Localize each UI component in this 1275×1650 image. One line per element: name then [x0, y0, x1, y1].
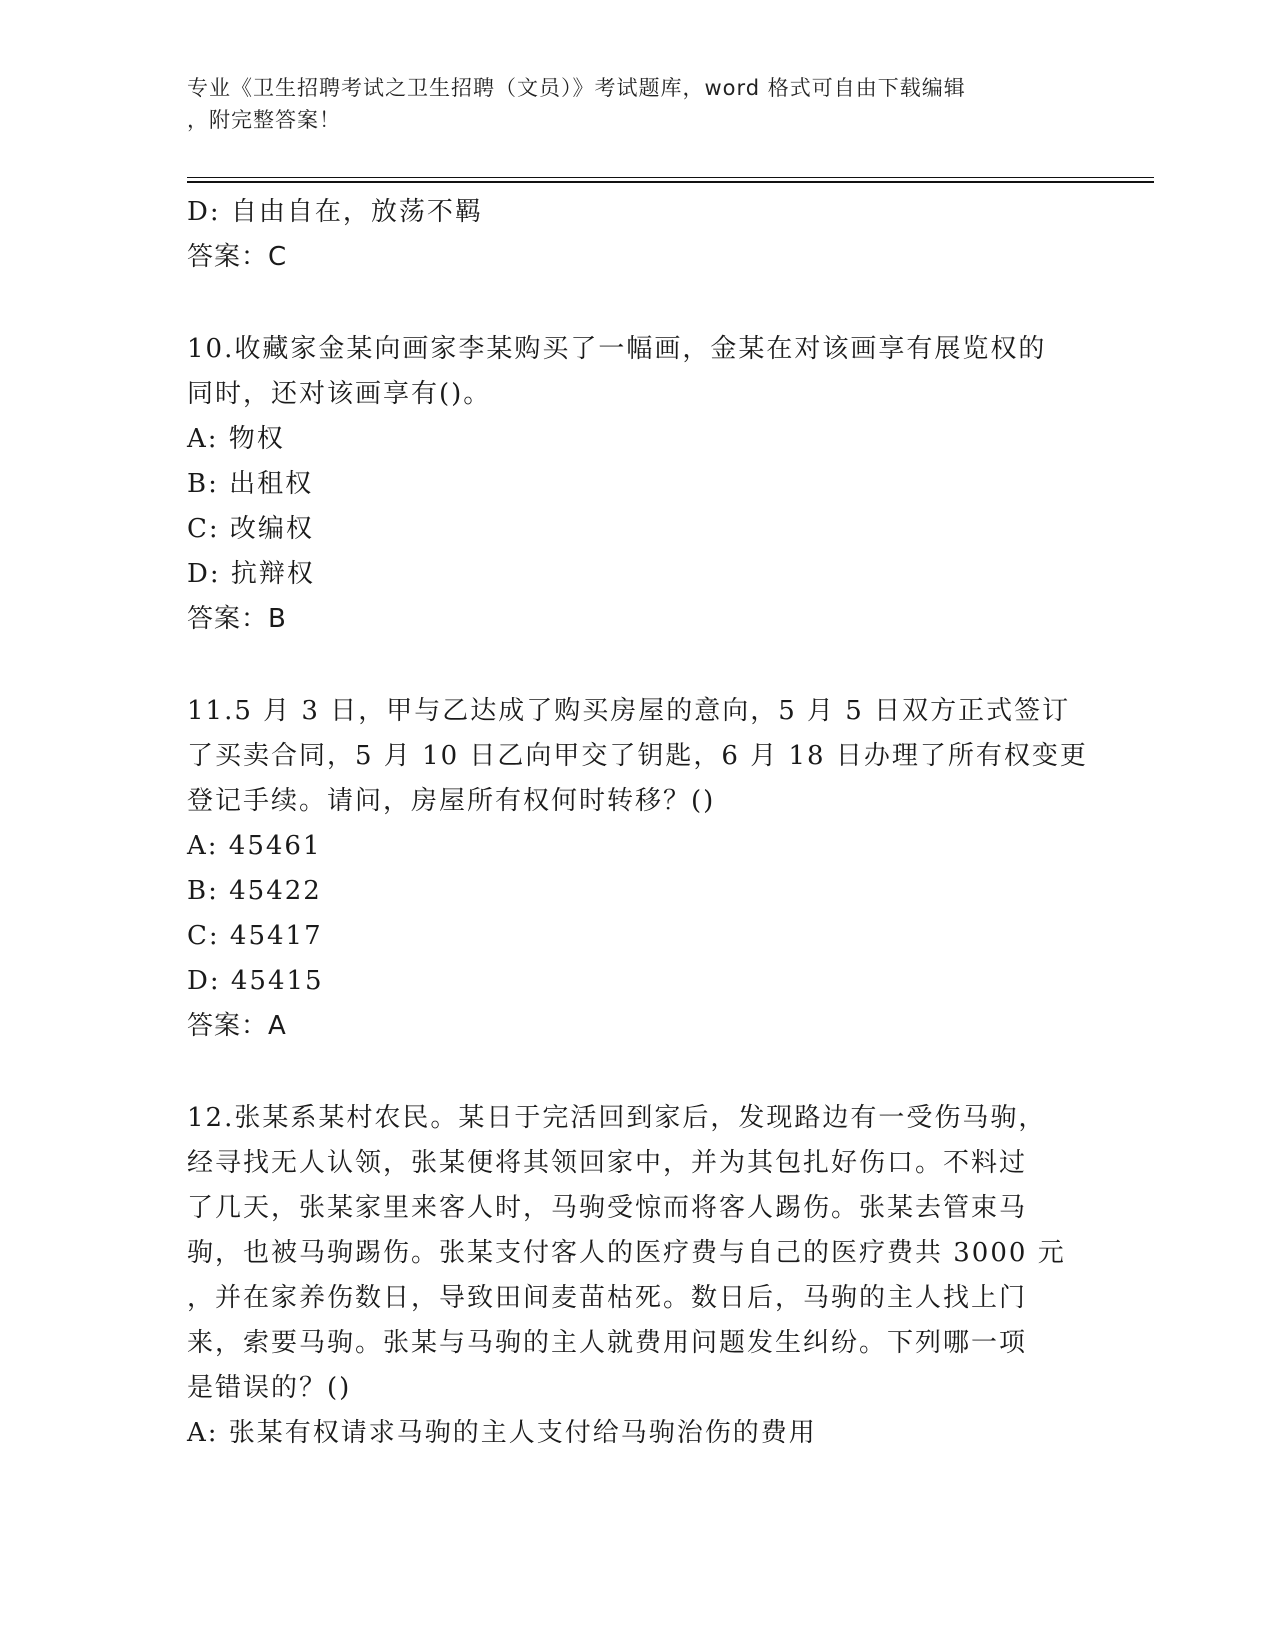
question-10 — [187, 327, 1087, 642]
header-rule-thick — [187, 181, 1154, 183]
question-stem-line: 11.5 月 3 日，甲与乙达成了购买房屋的意向，5 月 5 日双方正式签订 — [187, 696, 1071, 726]
option-d: D: 自由自在，放荡不羁 — [187, 197, 483, 227]
question-stem-line: 同时，还对该画享有()。 — [187, 379, 492, 409]
question-stem-line: 10.收藏家金某向画家李某购买了一幅画，金某在对该画享有展览权的 — [187, 334, 1047, 364]
question-stem-line: 来，索要马驹。张某与马驹的主人就费用问题发生纠纷。下列哪一项 — [187, 1328, 1028, 1358]
option-d: D: 45415 — [187, 966, 324, 996]
question-stem-line: 登记手续。请问，房屋所有权何时转移？() — [187, 786, 716, 816]
previous-question-tail — [187, 190, 1087, 280]
option-a: A: 物权 — [187, 424, 285, 454]
question-stem-line: 12.张某系某村农民。某日于完活回到家后，发现路边有一受伤马驹， — [187, 1103, 1047, 1133]
question-stem-line: 驹，也被马驹踢伤。张某支付客人的医疗费与自己的医疗费共 3000 元 — [187, 1238, 1066, 1268]
answer-line: 答案：B — [187, 604, 287, 634]
question-stem-line: 是错误的？() — [187, 1373, 352, 1403]
question-12 — [187, 1096, 1087, 1456]
option-b: B: 45422 — [187, 876, 322, 906]
option-a: A: 张某有权请求马驹的主人支付给马驹治伤的费用 — [187, 1418, 817, 1448]
question-11 — [187, 689, 1087, 1049]
option-a: A: 45461 — [187, 831, 322, 861]
page-header — [187, 72, 1067, 136]
option-b: B: 出租权 — [187, 469, 314, 499]
question-content — [187, 190, 1087, 1456]
option-d: D: 抗辩权 — [187, 559, 315, 589]
question-stem-line: 经寻找无人认领，张某便将其领回家中，并为其包扎好伤口。不料过 — [187, 1148, 1028, 1178]
header-line-2: ，附完整答案！ — [187, 108, 341, 132]
question-stem-line: ，并在家养伤数日，导致田间麦苗枯死。数日后，马驹的主人找上门 — [187, 1283, 1028, 1313]
question-stem-line: 了买卖合同，5 月 10 日乙向甲交了钥匙，6 月 18 日办理了所有权变更 — [187, 741, 1088, 771]
option-c: C: 改编权 — [187, 514, 314, 544]
option-c: C: 45417 — [187, 921, 323, 951]
answer-line: 答案：C — [187, 242, 288, 272]
answer-line: 答案：A — [187, 1011, 287, 1041]
question-stem-line: 了几天，张某家里来客人时，马驹受惊而将客人踢伤。张某去管束马 — [187, 1193, 1028, 1223]
header-rule-thin — [187, 177, 1154, 178]
header-line-1: 专业《卫生招聘考试之卫生招聘（文员）》考试题库，word 格式可自由下载编辑 — [187, 76, 966, 100]
